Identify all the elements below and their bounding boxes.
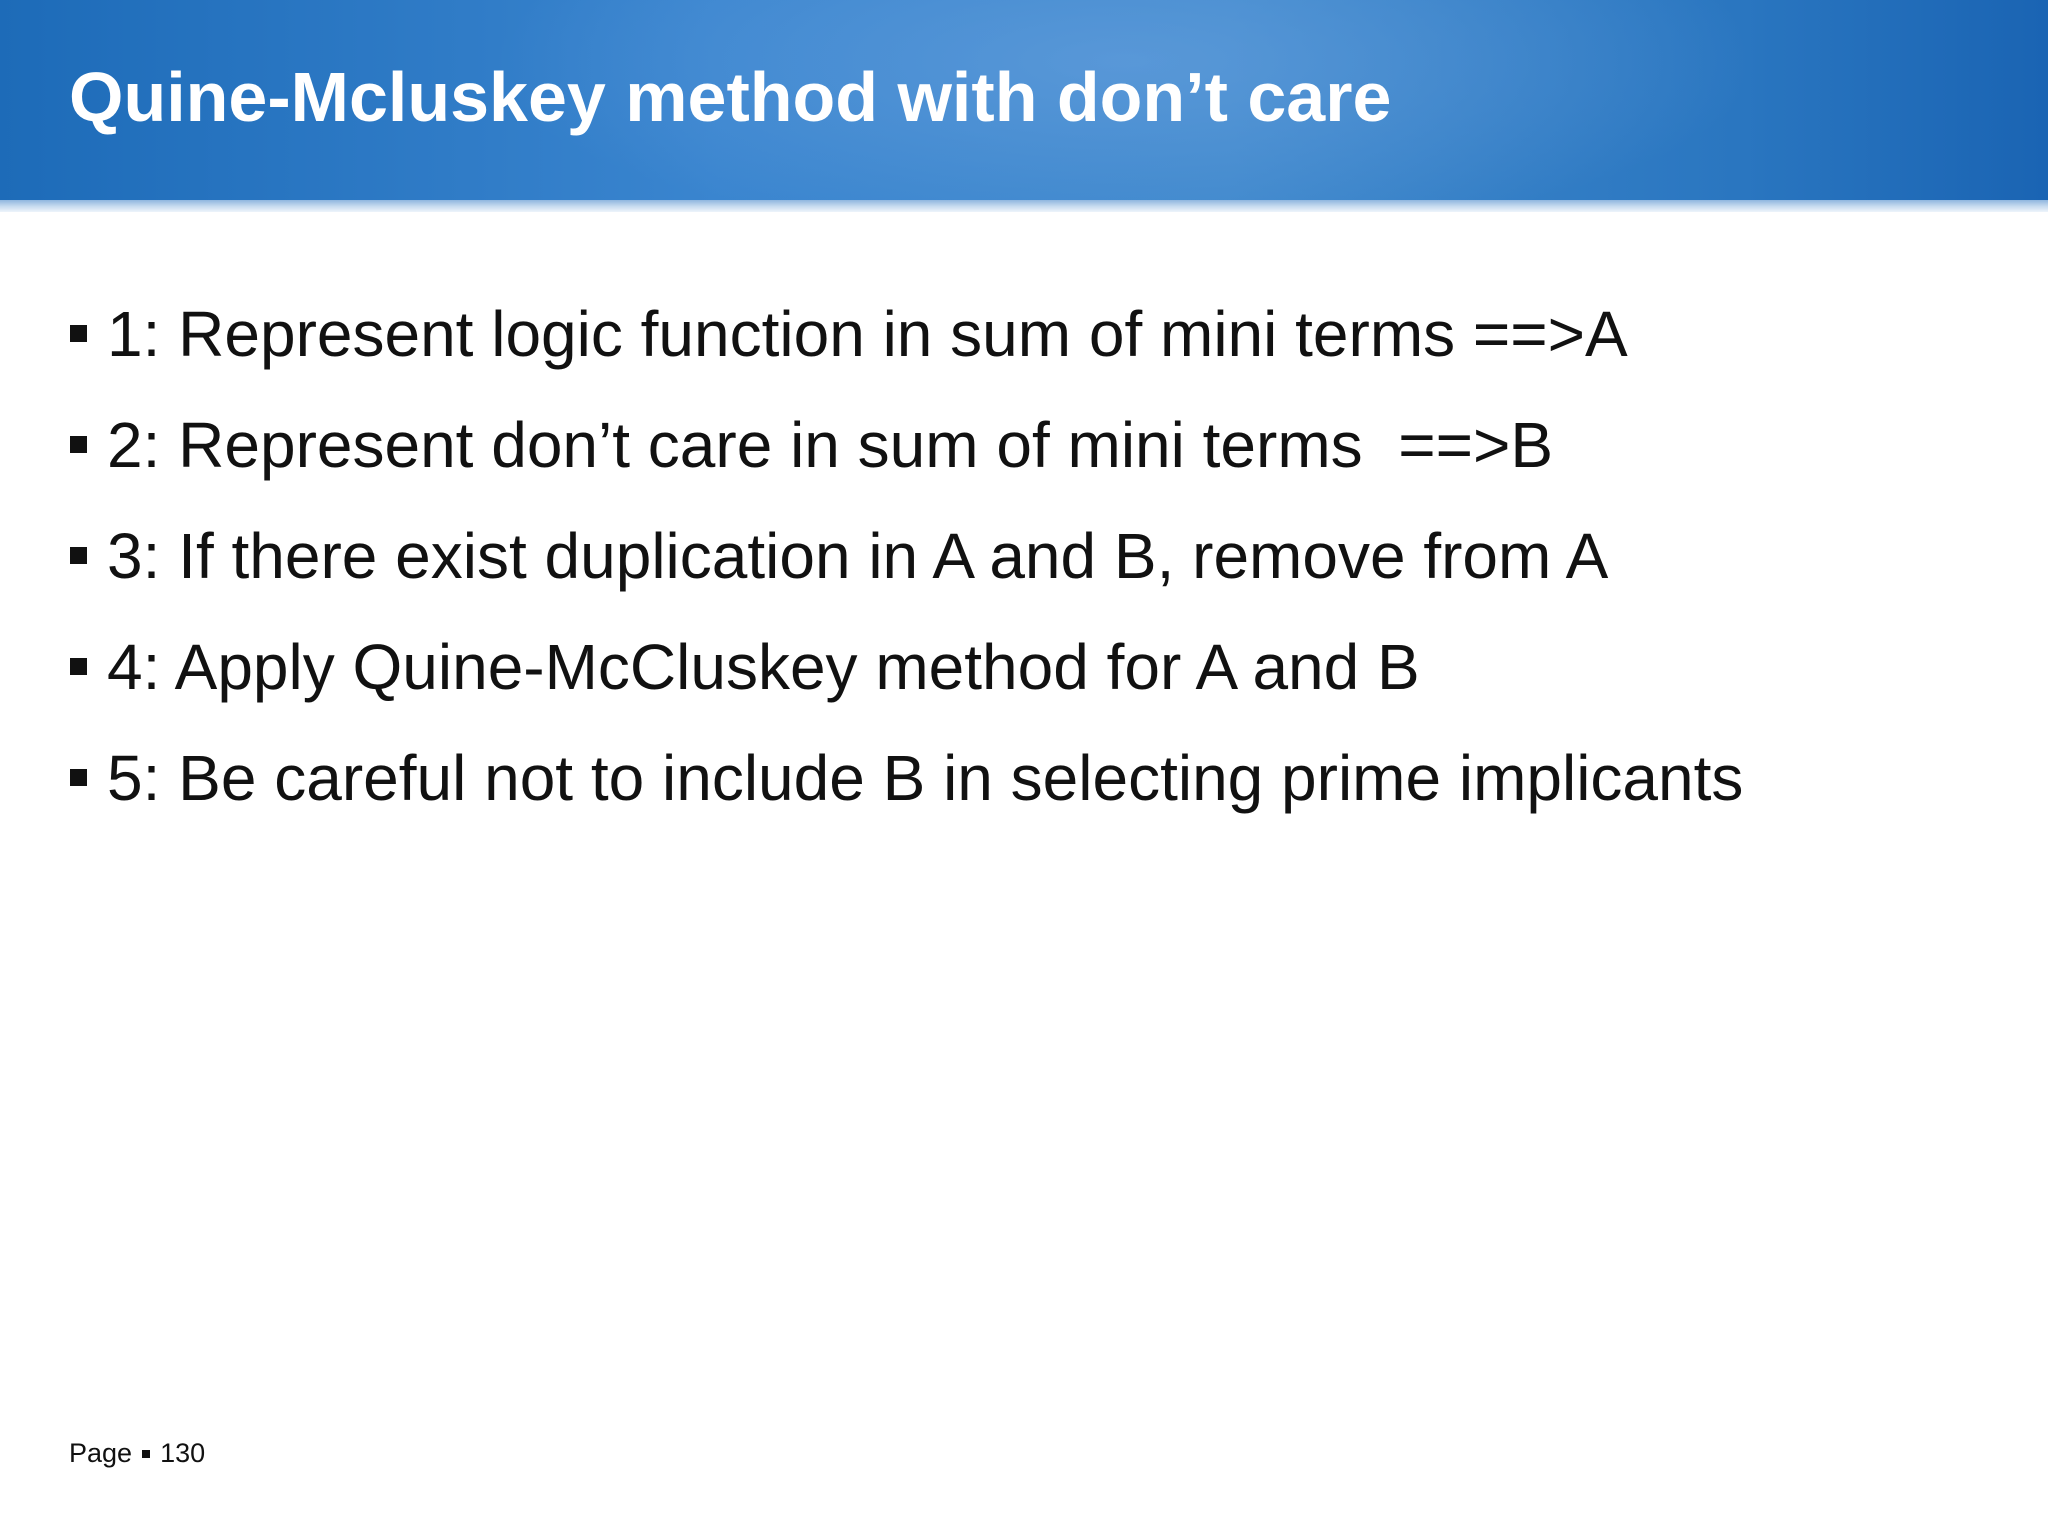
bullet-item (70, 278, 1743, 389)
page-footer (69, 1438, 205, 1469)
footer-separator-icon (142, 1450, 150, 1458)
square-bullet-icon (70, 658, 87, 675)
bullet-item (70, 611, 1743, 722)
bullet-text: 3: If there exist duplication in A and B, remove from A (107, 519, 1609, 592)
bullet-item (70, 389, 1743, 500)
square-bullet-icon (70, 325, 87, 342)
bullet-text: 2: Represent don’t care in sum of mini terms ==>B (107, 408, 1553, 481)
page-number: 130 (160, 1438, 206, 1468)
bullet-text: 5: Be careful not to include B in selecting prime implicants (107, 741, 1744, 814)
title-banner-divider (0, 200, 2048, 212)
bullet-list (70, 278, 1743, 833)
square-bullet-icon (70, 769, 87, 786)
square-bullet-icon (70, 547, 87, 564)
bullet-text: 1: Represent logic function in sum of mini terms ==>A (107, 297, 1628, 370)
square-bullet-icon (70, 436, 87, 453)
bullet-item (70, 500, 1743, 611)
page-label: Page (69, 1438, 133, 1468)
bullet-item (70, 722, 1743, 833)
slide-title: Quine-Mcluskey method with don’t care (69, 58, 1392, 136)
title-banner (0, 0, 2048, 204)
bullet-text: 4: Apply Quine-McCluskey method for A and B (107, 630, 1420, 703)
